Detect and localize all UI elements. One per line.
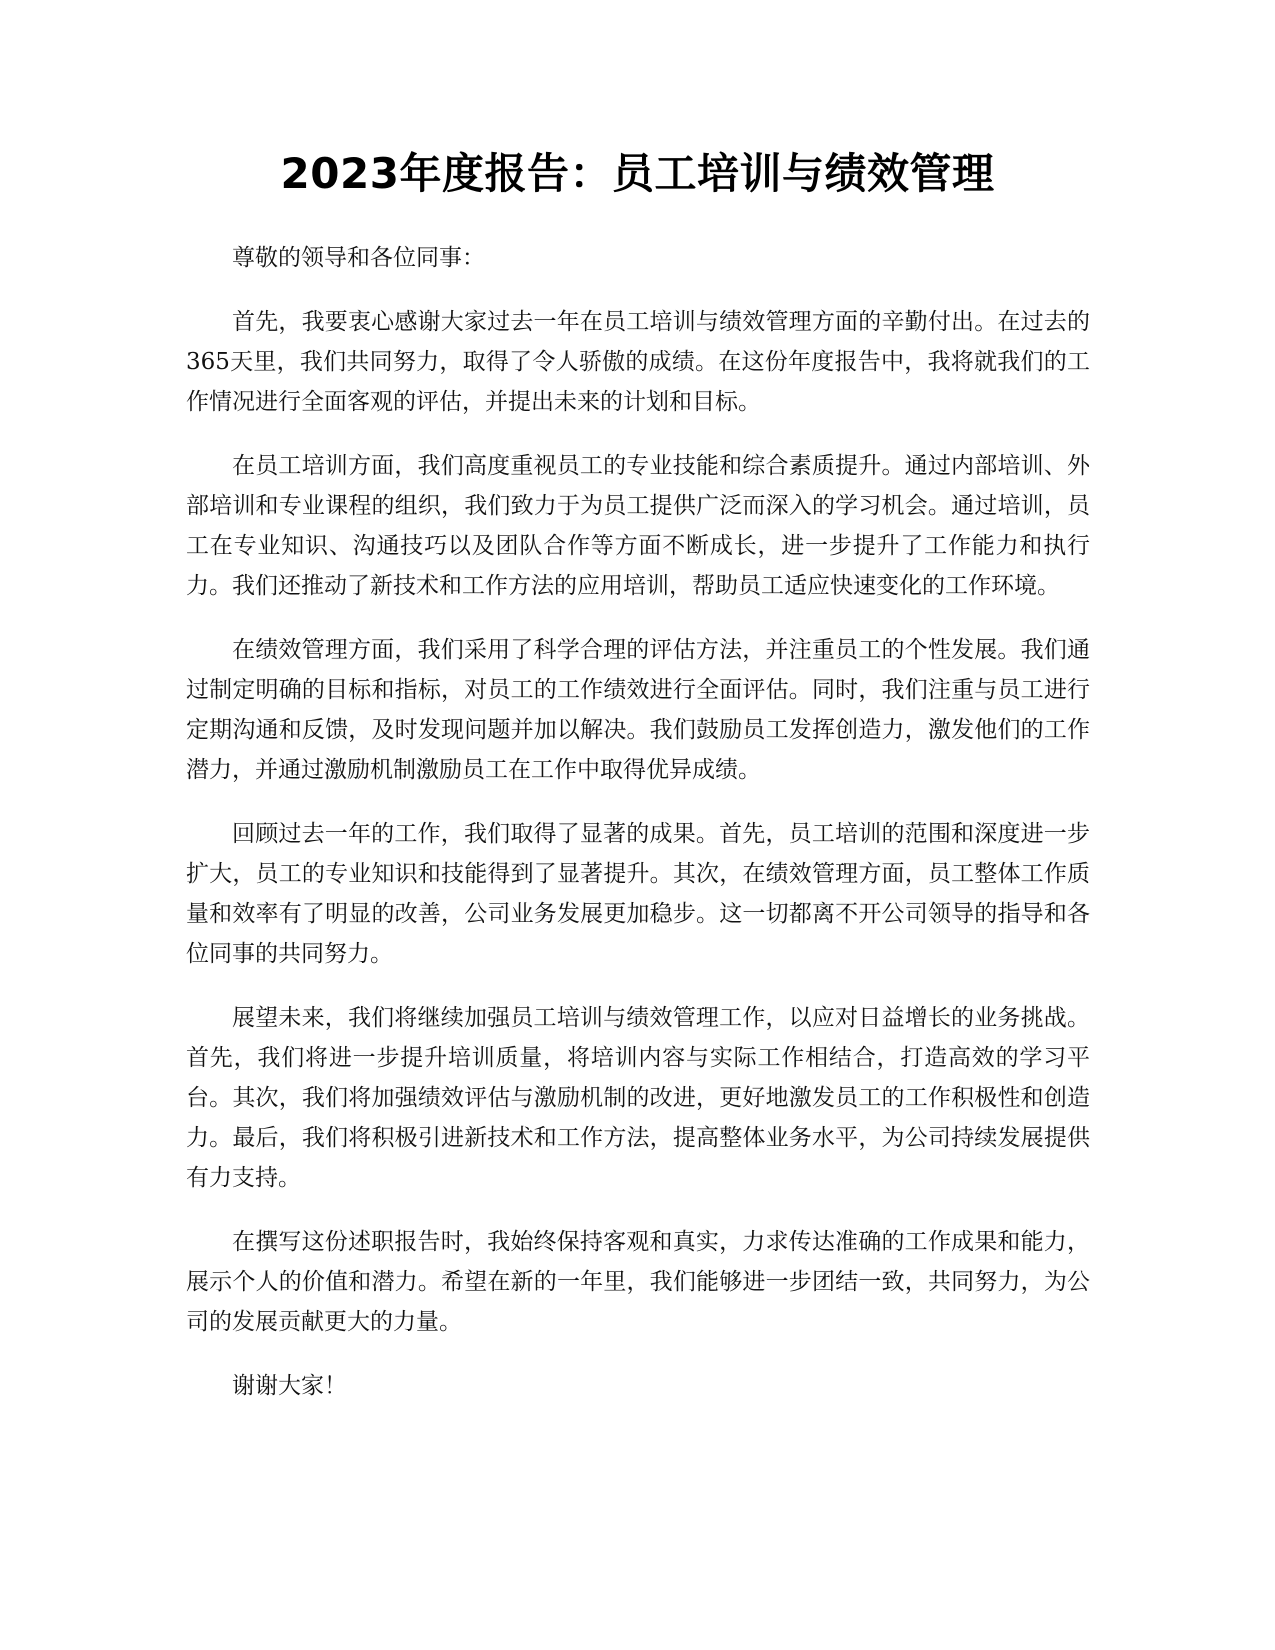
paragraph-outlook: 展望未来，我们将继续加强员工培训与绩效管理工作，以应对日益增长的业务挑战。首先，我们将进一步提升培训质量，将培训内容与实际工作相结合，打造高效的学习平台。其次，我们将加强绩效评估与激励机制的改进，更好地激发员工的工作积极性和创造力。最后，我们将积极引进新技术和工作方法，提高整体业务水平，为公司持续发展提供有力支持。 <box>186 1005 1090 1191</box>
salutation: 尊敬的领导和各位同事： <box>232 245 485 271</box>
paragraph-review: 回顾过去一年的工作，我们取得了显著的成果。首先，员工培训的范围和深度进一步扩大，员工的专业知识和技能得到了显著提升。其次，在绩效管理方面，员工整体工作质量和效率有了明显的改善，公司业务发展更加稳步。这一切都离不开公司领导的指导和各位同事的共同努力。 <box>186 821 1090 967</box>
paragraph-performance: 在绩效管理方面，我们采用了科学合理的评估方法，并注重员工的个性发展。我们通过制定明确的目标和指标，对员工的工作绩效进行全面评估。同时，我们注重与员工进行定期沟通和反馈，及时发现问题并加以解决。我们鼓励员工发挥创造力，激发他们的工作潜力，并通过激励机制激励员工在工作中取得优异成绩。 <box>186 637 1090 783</box>
paragraph-training: 在员工培训方面，我们高度重视员工的专业技能和综合素质提升。通过内部培训、外部培训和专业课程的组织，我们致力于为员工提供广泛而深入的学习机会。通过培训，员工在专业知识、沟通技巧以及团队合作等方面不断成长，进一步提升了工作能力和执行力。我们还推动了新技术和工作方法的应用培训，帮助员工适应快速变化的工作环境。 <box>186 453 1090 599</box>
paragraph-intro: 首先，我要衷心感谢大家过去一年在员工培训与绩效管理方面的辛勤付出。在过去的365天里，我们共同努力，取得了令人骄傲的成绩。在这份年度报告中，我将就我们的工作情况进行全面客观的评估，并提出未来的计划和目标。 <box>186 309 1090 415</box>
document-body <box>186 238 1090 1430</box>
document-title: 2023年度报告：员工培训与绩效管理 <box>280 149 995 198</box>
thanks: 谢谢大家！ <box>232 1373 347 1399</box>
paragraph-closing: 在撰写这份述职报告时，我始终保持客观和真实，力求传达准确的工作成果和能力，展示个人的价值和潜力。希望在新的一年里，我们能够进一步团结一致，共同努力，为公司的发展贡献更大的力量。 <box>186 1229 1090 1335</box>
